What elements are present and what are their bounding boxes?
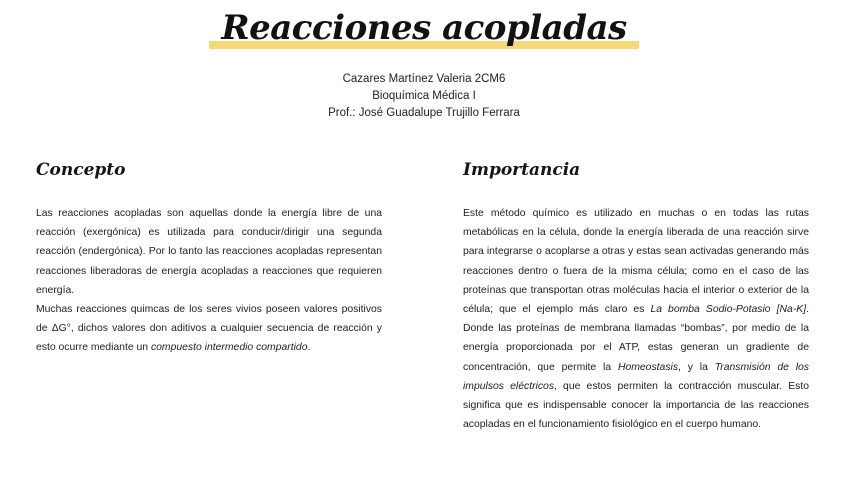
concepto-text-3: . xyxy=(307,342,311,354)
title-block xyxy=(0,8,848,48)
importancia-paragraph xyxy=(463,204,809,434)
importancia-text-2: . Donde las proteínas de membrana llamadas “bombas”, por medio de la energía proporcionada por el ATP, estas generan un gradiente de concentración, que permite la xyxy=(463,304,809,373)
concepto-text-2: Muchas reacciones quimcas de los seres vivios poseen valores positivos de ΔG°, dichos valores don aditivos a cualquier secuencia de reacción y esto ocurre mediante un xyxy=(36,304,382,354)
page-title-text: Reacciones acopladas xyxy=(221,8,627,48)
importancia-text-4: , que estos permiten la contracción muscular. Esto significa que es indispensable conocer la importancia de las reacciones acopladas en el funcionamiento fisiológico en el cuerpo humano. xyxy=(463,380,809,431)
course-line: Bioquímica Médica I xyxy=(372,90,476,102)
importancia-heading: Importancia xyxy=(463,160,581,180)
concepto-text-1: Las reacciones acopladas son aquellas donde la energía libre de una reacción (exergónica) es utilizada para conducir/dirigir una segunda reacción (endergónica). Por lo tanto las reacciones acopladas representan reacciones liberadoras de energía acopladas a reacciones que requieren energía. xyxy=(36,208,382,296)
concepto-heading: Concepto xyxy=(36,160,126,180)
importancia-text-1: Este método químico es utilizado en muchas o en todas las rutas metabólicas en la célula, donde la energía liberada de una reacción sirve para integrarse o acoplarse a otras y estas sean activadas generando más reacciones dentro o fuera de la misma célula; como en el caso de las proteínas que transportan otras moléculas hacia el interior o exterior de la célula; que el ejemplo más claro es xyxy=(463,208,809,316)
professor-line: Prof.: José Guadalupe Trujillo Ferrara xyxy=(328,107,520,119)
concepto-emphasis: compuesto intermedio compartido xyxy=(150,342,308,354)
concepto-paragraph xyxy=(36,204,382,358)
document-meta xyxy=(0,71,848,122)
importancia-text-3: , y la xyxy=(678,361,715,373)
concepto-section xyxy=(36,160,382,358)
importancia-section xyxy=(463,160,809,434)
page-title xyxy=(215,8,632,48)
importancia-emphasis-3: Transmisión de los impulsos eléctricos xyxy=(463,361,809,392)
importancia-emphasis-2: Homeostasis xyxy=(617,361,679,373)
importancia-emphasis-1: La bomba Sodio-Potasio [Na-K] xyxy=(650,304,807,316)
author-line: Cazares Martínez Valeria 2CM6 xyxy=(342,73,506,85)
